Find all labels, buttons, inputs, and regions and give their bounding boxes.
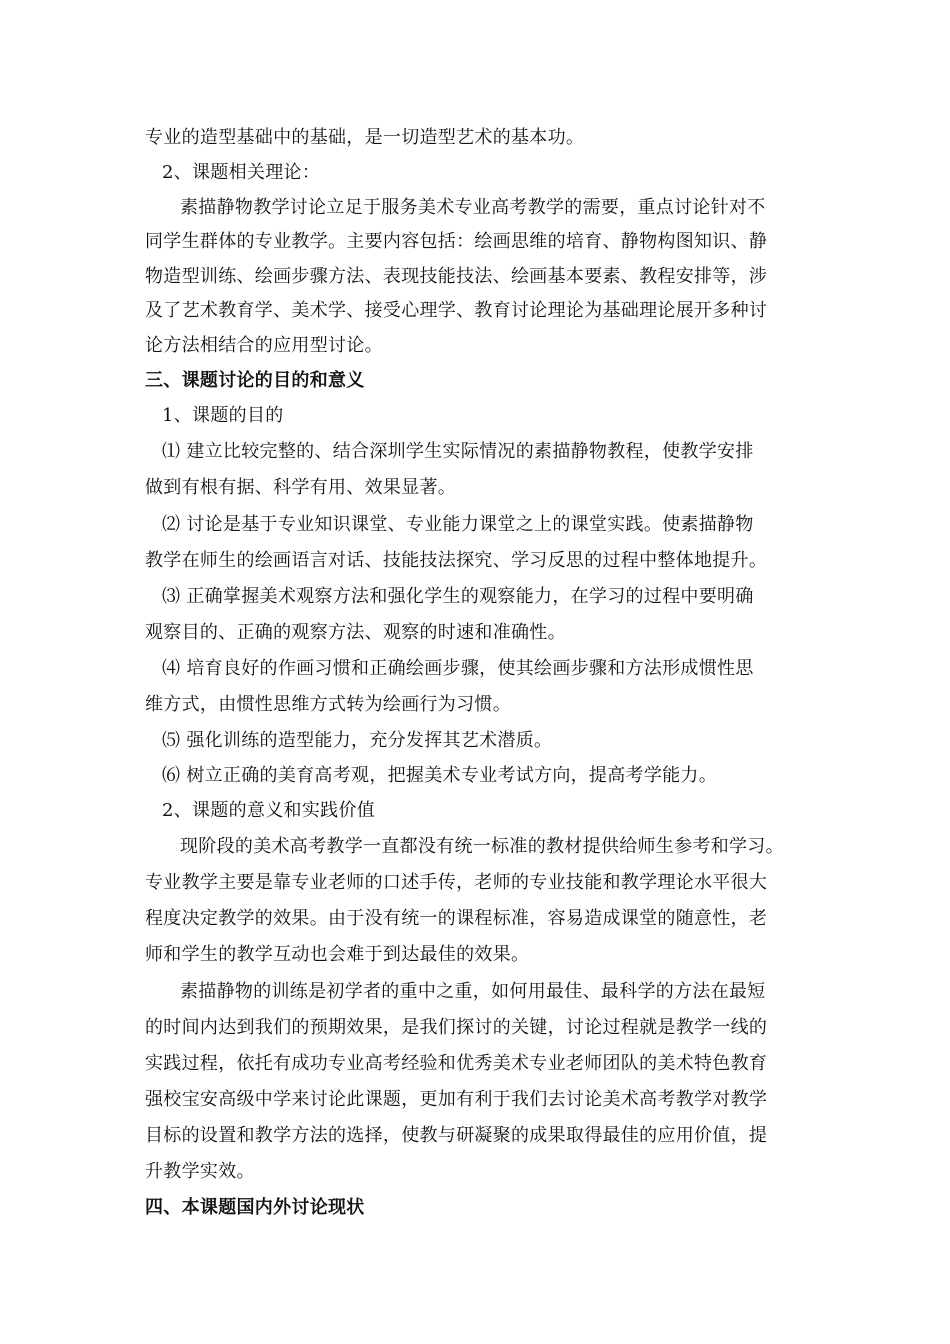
text-line: 升教学实效。 xyxy=(145,1161,255,1182)
text-line: 专业的造型基础中的基础，是一切造型艺术的基本功。 xyxy=(145,127,585,148)
list-item: ⑵ 讨论是基于专业知识课堂、专业能力课堂之上的课堂实践。使素描静物 xyxy=(162,514,754,535)
list-item: ⑷ 培育良好的作画习惯和正确绘画步骤，使其绘画步骤和方法形成惯性思 xyxy=(162,658,754,679)
list-item: ⑶ 正确掌握美术观察方法和强化学生的观察能力，在学习的过程中要明确 xyxy=(162,586,754,607)
text-line: 强校宝安高级中学来讨论此课题，更加有利于我们去讨论美术高考教学对教学 xyxy=(145,1089,768,1110)
text-line: 程度决定教学的效果。由于没有统一的课程标准，容易造成课堂的随意性，老 xyxy=(145,908,768,929)
list-item: ⑹ 树立正确的美育高考观，把握美术专业考试方向，提高考学能力。 xyxy=(162,765,718,786)
subsection-heading: 2、课题相关理论： xyxy=(162,162,321,183)
subsection-heading: 1、课题的目的 xyxy=(162,405,284,426)
text-line: 目标的设置和教学方法的选择，使教与研凝聚的成果取得最佳的应用价值，提 xyxy=(145,1125,768,1146)
section-heading: 三、课题讨论的目的和意义 xyxy=(145,370,365,391)
text-line: 现阶段的美术高考教学一直都没有统一标准的教材提供给师生参考和学习。 xyxy=(180,836,784,857)
text-line: 师和学生的教学互动也会难于到达最佳的效果。 xyxy=(145,944,530,965)
text-line: 实践过程，依托有成功专业高考经验和优秀美术专业老师团队的美术特色教育 xyxy=(145,1053,768,1074)
text-line: 素描静物的训练是初学者的重中之重，如何用最佳、最科学的方法在最短 xyxy=(180,981,766,1002)
text-line: 同学生群体的专业教学。主要内容包括：绘画思维的培育、静物构图知识、静 xyxy=(145,231,768,252)
text-line: 观察目的、正确的观察方法、观察的时速和准确性。 xyxy=(145,622,566,643)
text-line: 教学在师生的绘画语言对话、技能技法探究、学习反思的过程中整体地提升。 xyxy=(145,550,768,571)
text-line: 的时间内达到我们的预期效果，是我们探讨的关键，讨论过程就是教学一线的 xyxy=(145,1017,768,1038)
list-item: ⑸ 强化训练的造型能力，充分发挥其艺术潜质。 xyxy=(162,730,553,751)
text-line: 维方式，由惯性思维方式转为绘画行为习惯。 xyxy=(145,694,511,715)
section-heading: 四、本课题国内外讨论现状 xyxy=(145,1197,365,1218)
text-line: 专业教学主要是靠专业老师的口述手传，老师的专业技能和教学理论水平很大 xyxy=(145,872,768,893)
subsection-heading: 2、课题的意义和实践价值 xyxy=(162,800,376,821)
text-line: 做到有根有据、科学有用、效果显著。 xyxy=(145,477,457,498)
text-line: 论方法相结合的应用型讨论。 xyxy=(145,335,383,356)
text-line: 素描静物教学讨论立足于服务美术专业高考教学的需要，重点讨论针对不 xyxy=(180,197,766,218)
text-line: 及了艺术教育学、美术学、接受心理学、教育讨论理论为基础理论展开多种讨 xyxy=(145,300,768,321)
list-item: ⑴ 建立比较完整的、结合深圳学生实际情况的素描静物教程，使教学安排 xyxy=(162,441,754,462)
text-line: 物造型训练、绘画步骤方法、表现技能技法、绘画基本要素、教程安排等，涉 xyxy=(145,266,768,287)
